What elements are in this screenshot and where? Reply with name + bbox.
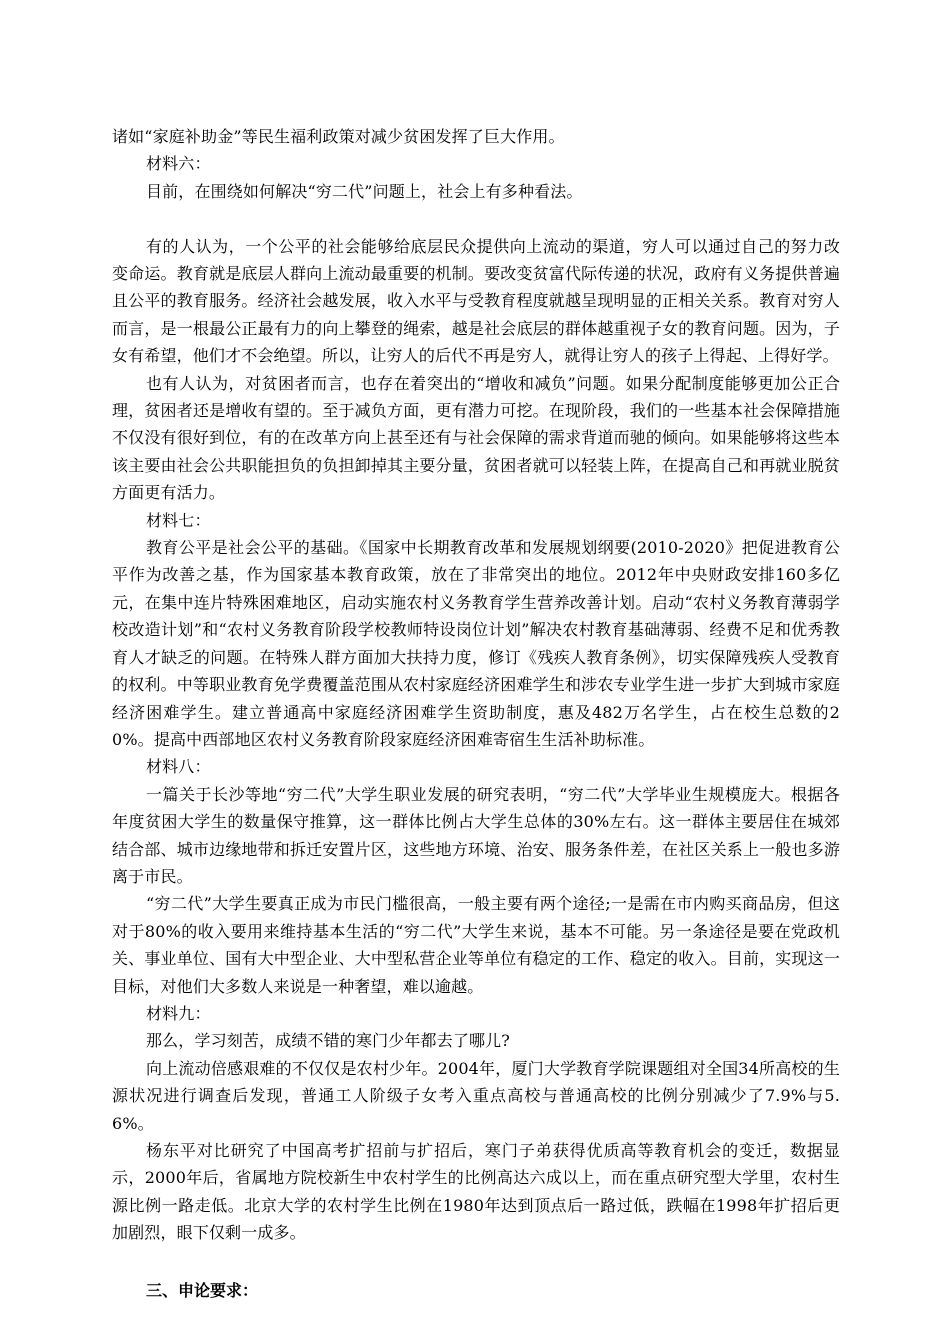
material-eight-label: 材料八： (146, 757, 211, 777)
material-six-label: 材料六： (146, 154, 211, 174)
paragraph: 杨东平对比研究了中国高考扩招前与扩招后，寒门子弟获得优质高等教育机会的变迁，数据显示，2000年后，省属地方院校新生中农村学生的比例高达六成以上，而在重点研究型大学里，农村生源比例一路走低。北京大学的农村学生比例在1980年达到顶点后一路过低，跌幅在1998年扩招后更加剧烈，眼下仅剩一成多。 (112, 1141, 840, 1243)
paragraph: 目前，在围绕如何解决“穷二代”问题上，社会上有多种看法。 (146, 181, 583, 201)
paragraph: 教育公平是社会公平的基础。《国家中长期教育改革和发展规划纲要(2010-2020》把促进教育公平作为改善之基，作为国家基本教育政策，放在了非常突出的地位。2012年中央财政安排160多亿元，在集中连片特殊困难地区，启动实施农村义务教育学生营养改善计划。启动“农村义务教育薄弱学校改造计划”和“农村义务教育阶段学校教师特设岗位计划”解决农村教育基础薄弱、经费不足和优秀教育人才缺乏的问题。在特殊人群方面加大扶持力度，修订《残疾人教育条例》，切实保障残疾人受教育的权利。中等职业教育免学费覆盖范围从农村家庭经济困难学生和涉农专业学生进一步扩大到城市家庭经济困难学生。建立普通高中家庭经济困难学生资助制度，惠及482万名学生，占在校生总数的20%。提高中西部地区农村义务教育阶段家庭经济困难寄宿生生活补助标准。 (112, 538, 840, 749)
paragraph: 向上流动倍感艰难的不仅仅是农村少年。2004年，厦门大学教育学院课题组对全国34所高校的生源状况进行调查后发现，普通工人阶级子女考入重点高校与普通高校的比例分别减少了7.9%与5.6%。 (112, 1058, 840, 1133)
paragraph: 那么，学习刻苦，成绩不错的寒门少年都去了哪儿? (146, 1031, 511, 1051)
paragraph: 一篇关于长沙等地“穷二代”大学生职业发展的研究表明，“穷二代”大学毕业生规模庞大。根据各年度贫困大学生的数量保守推算，这一群体比例占大学生总体的30%左右。这一群体主要居住在城郊结合部、城市边缘地带和拆迁安置片区，这些地方环境、治安、服务条件差，在社区关系上一般也多游离于市民。 (112, 784, 840, 886)
material-seven-label: 材料七： (146, 510, 211, 530)
blank-line (112, 205, 840, 232)
document-body (112, 123, 840, 1304)
material-nine-label: 材料九： (146, 1003, 211, 1023)
paragraph: 有的人认为，一个公平的社会能够给底层民众提供向上流动的渠道，穷人可以通过自己的努力改变命运。教育就是底层人群向上流动最重要的机制。要改变贫富代际传递的状况，政府有义务提供普遍且公平的教育服务。经济社会越发展，收入水平与受教育程度就越呈现明显的正相关关系。教育对穷人而言，是一根最公正最有力的向上攀登的绳索，越是社会底层的群体越重视子女的教育问题。因为，子女有希望，他们才不会绝望。所以，让穷人的后代不再是穷人，就得让穷人的孩子上得起、上得好学。 (112, 236, 840, 366)
paragraph: “穷二代”大学生要真正成为市民门槛很高，一般主要有两个途径;一是需在市内购买商品房，但这对于80%的收入要用来维持基本生活的“穷二代”大学生来说，基本不可能。另一条途径是要在党政机关、事业单位、国有大中型企业、大中型私营企业等单位有稳定的工作、稳定的收入。目前，实现这一目标，对他们大多数人来说是一种奢望，难以逾越。 (112, 894, 840, 996)
paragraph: 诸如“家庭补助金”等民生福利政策对减少贫困发挥了巨大作用。 (112, 127, 565, 146)
paragraph: 也有人认为，对贫困者而言，也存在着突出的“增收和减负”问题。如果分配制度能够更加公正合理，贫困者还是增收有望的。至于减负方面，更有潜力可挖。在现阶段，我们的一些基本社会保障措施不仅没有很好到位，有的在改革方向上甚至还有与社会保障的需求背道而驰的倾向。如果能够将这些本该主要由社会公共职能担负的负担卸掉其主要分量，贫困者就可以轻装上阵，在提高自己和再就业脱贫方面更有活力。 (112, 373, 840, 503)
section-heading: 三、申论要求： (146, 1280, 259, 1300)
blank-line (112, 1247, 840, 1277)
